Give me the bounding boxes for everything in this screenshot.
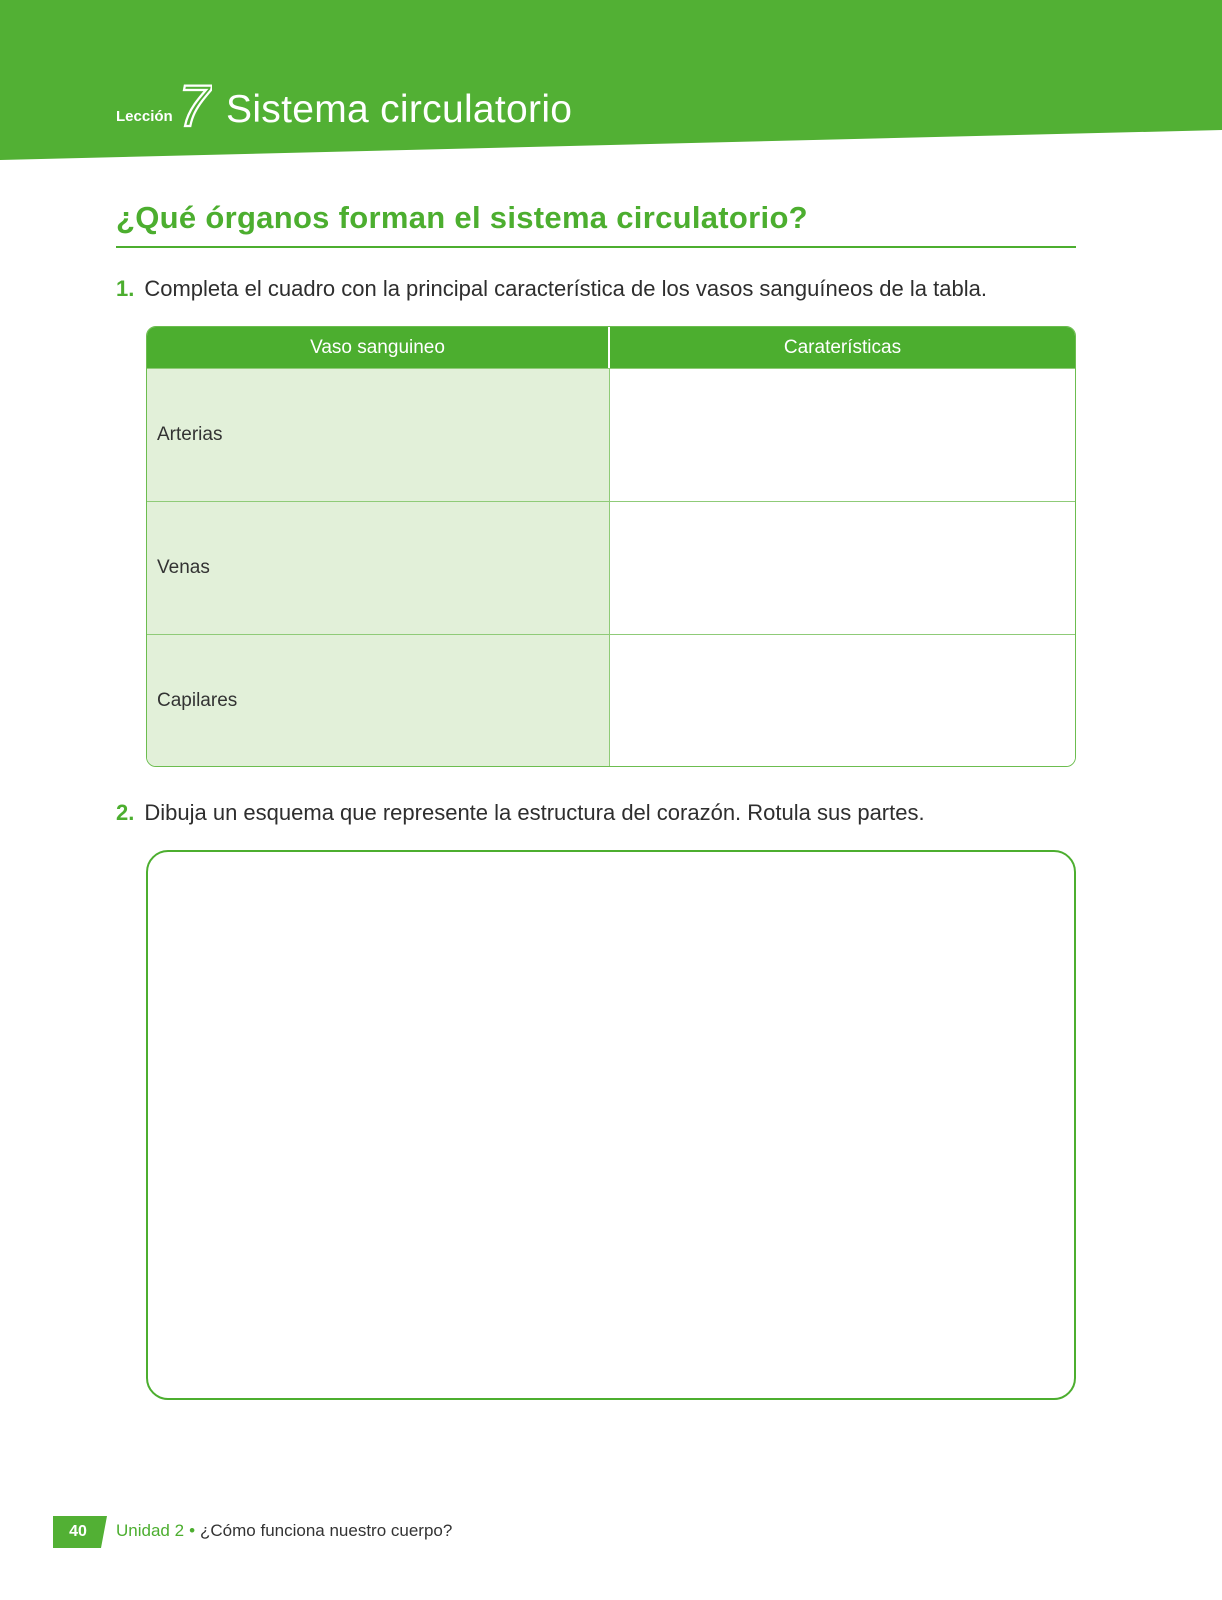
table-row <box>147 368 1075 501</box>
question-2-number: 2. <box>116 800 135 825</box>
characteristic-answer-cell[interactable] <box>610 502 1075 634</box>
column-header-vessel: Vaso sanguineo <box>147 327 610 368</box>
section-divider <box>116 246 1076 248</box>
characteristic-answer-cell[interactable] <box>610 369 1075 501</box>
column-header-characteristics: Caraterísticas <box>783 336 902 358</box>
drawing-area[interactable] <box>146 850 1076 1400</box>
lesson-title: Sistema circulatorio <box>226 88 573 131</box>
footer-unit-title: ¿Cómo funciona nuestro cuerpo? <box>200 1521 453 1540</box>
vessel-name-cell: Arterias <box>147 369 610 501</box>
question-1 <box>116 276 987 302</box>
table-row <box>147 501 1075 634</box>
section-heading: ¿Qué órganos forman el sistema circulatorio? <box>116 200 808 235</box>
footer-unit: Unidad 2 <box>116 1521 185 1540</box>
blood-vessel-table <box>146 326 1076 767</box>
question-1-number: 1. <box>116 276 135 301</box>
lesson-number-glyph: 7 <box>178 78 211 134</box>
table-header-row <box>147 327 1075 368</box>
question-2-text: Dibuja un esquema que represente la estructura del corazón. Rotula sus partes. <box>144 800 925 825</box>
characteristic-answer-cell[interactable] <box>610 635 1075 767</box>
footer-unit-line <box>116 1521 452 1541</box>
question-1-text: Completa el cuadro con la principal característica de los vasos sanguíneos de la tabla. <box>144 276 987 301</box>
question-2 <box>116 800 925 826</box>
vessel-name-cell: Venas <box>147 502 610 634</box>
table-row <box>147 634 1075 767</box>
vessel-name-cell: Capilares <box>147 635 610 767</box>
footer-separator: • <box>189 1521 196 1540</box>
page-number: 40 <box>69 1523 87 1540</box>
lesson-number-seven <box>176 78 212 134</box>
lesson-label: Lección <box>116 108 173 125</box>
